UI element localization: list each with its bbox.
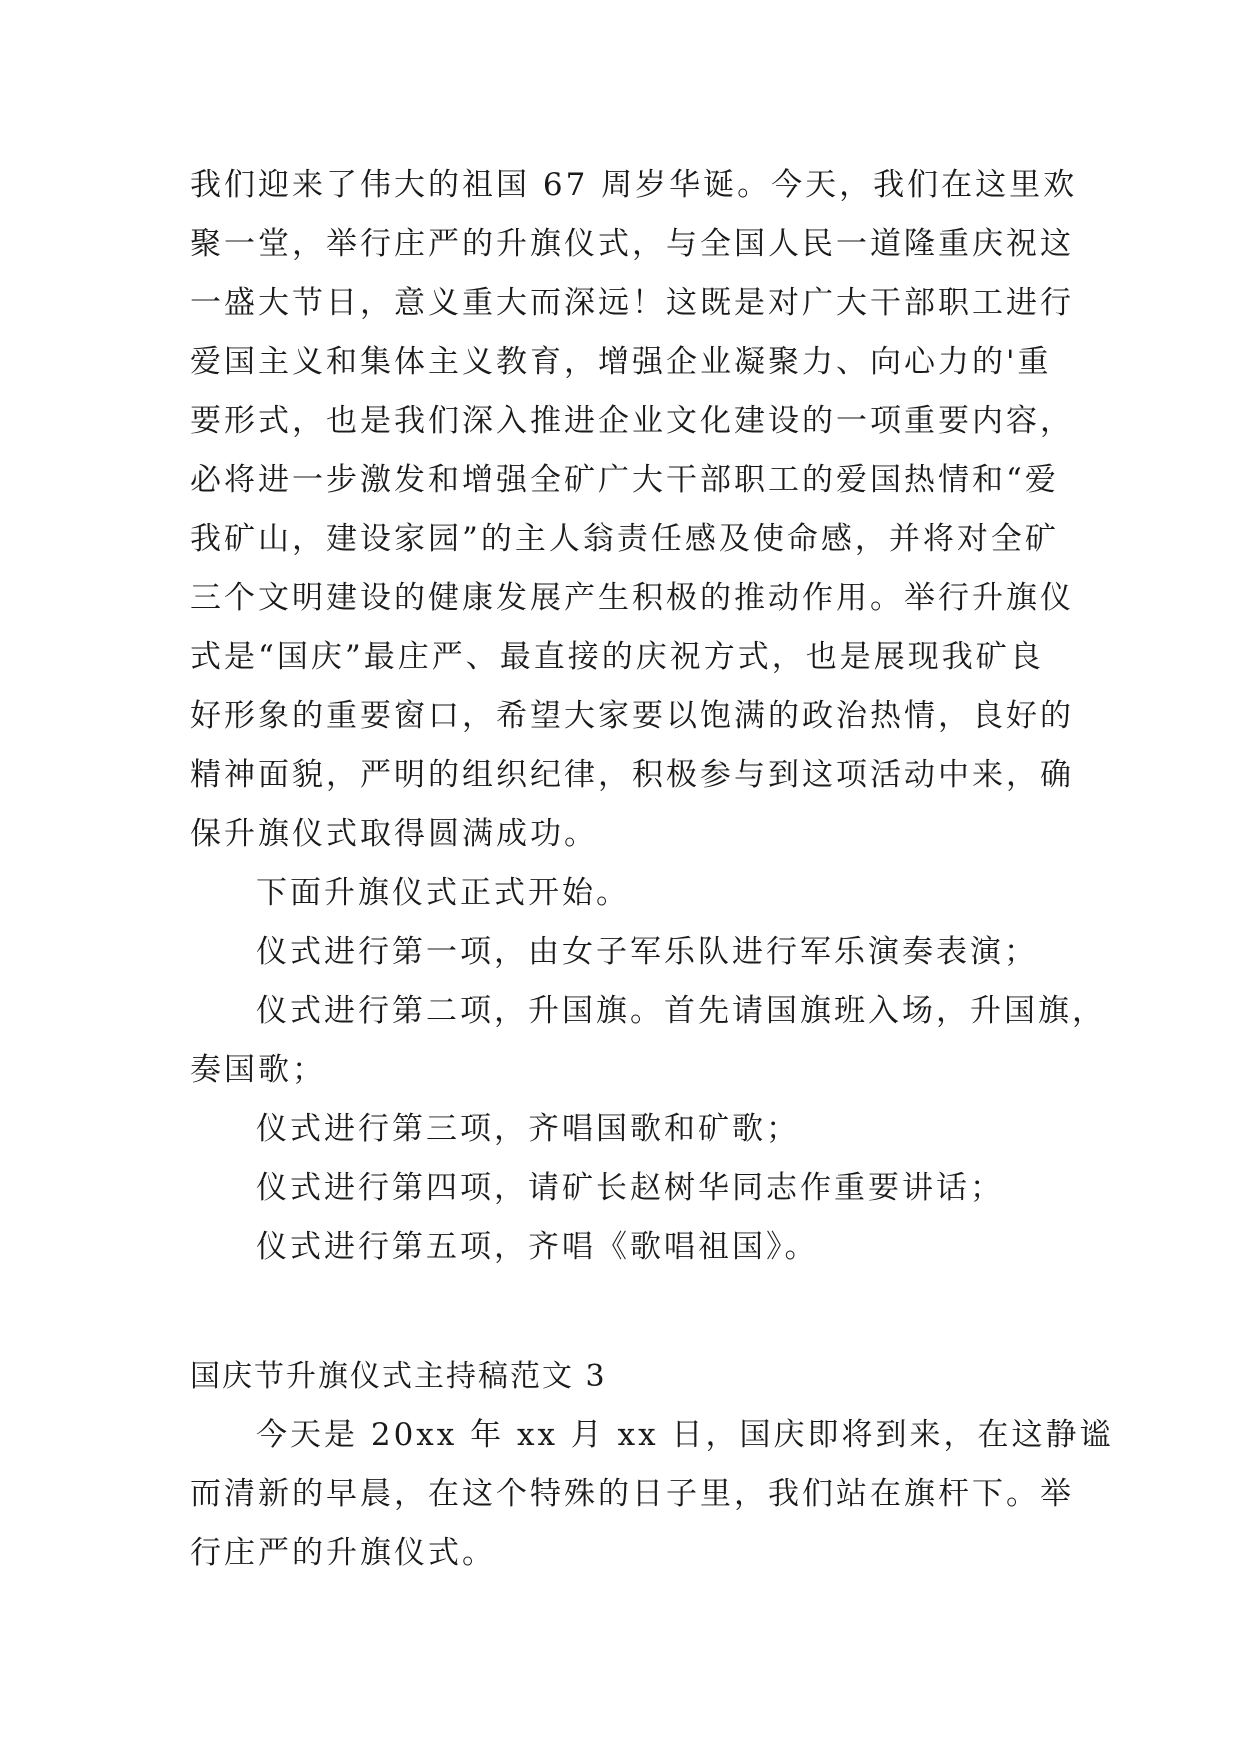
text-line: 我矿山，建设家园”的主人翁责任感及使命感，并将对全矿	[190, 521, 1059, 557]
text-line: 式是“国庆”最庄严、最直接的庆祝方式，也是展现我矿良	[190, 639, 1044, 675]
text-line: 必将进一步激发和增强全矿广大干部职工的爱国热情和“爱	[190, 462, 1059, 498]
text-line: 精神面貌，严明的组织纪律，积极参与到这项活动中来，确	[190, 757, 1074, 793]
text-line: 今天是 20xx 年 xx 月 xx 日，国庆即将到来，在这静谧	[256, 1417, 1114, 1453]
text-line: 一盛大节日，意义重大而深远！这既是对广大干部职工进行	[190, 285, 1074, 321]
text-line: 爱国主义和集体主义教育，增强企业凝聚力、向心力的'重	[190, 344, 1052, 380]
text-line: 三个文明建设的健康发展产生积极的推动作用。举行升旗仪	[190, 580, 1074, 616]
ceremony-start-line: 下面升旗仪式正式开始。	[256, 875, 630, 911]
text-line: 我们迎来了伟大的祖国 67 周岁华诞。今天，我们在这里欢	[190, 167, 1078, 203]
text-line: 好形象的重要窗口，希望大家要以饱满的政治热情，良好的	[190, 698, 1074, 734]
section-spacer	[190, 1277, 1050, 1347]
paragraph-opening	[190, 156, 1078, 864]
text-line: 而清新的早晨，在这个特殊的日子里，我们站在旗杆下。举	[190, 1476, 1074, 1512]
section-title: 国庆节升旗仪式主持稿范文 3	[190, 1359, 607, 1394]
ceremony-item-3: 仪式进行第三项，齐唱国歌和矿歌；	[256, 1111, 800, 1147]
text-line: 要形式，也是我们深入推进企业文化建设的一项重要内容，	[190, 403, 1074, 439]
ceremony-item-5: 仪式进行第五项，齐唱《歌唱祖国》。	[256, 1229, 819, 1265]
document-body	[190, 156, 1114, 1583]
text-line: 保升旗仪式取得圆满成功。	[190, 816, 598, 852]
ceremony-item-4: 仪式进行第四项，请矿长赵树华同志作重要讲话；	[256, 1170, 1004, 1206]
paragraph-section-3	[190, 1406, 1114, 1583]
text-line: 聚一堂，举行庄严的升旗仪式，与全国人民一道隆重庆祝这	[190, 226, 1074, 262]
ceremony-item-2-continuation: 奏国歌；	[190, 1052, 326, 1088]
ceremony-item-1: 仪式进行第一项，由女子军乐队进行军乐演奏表演；	[256, 934, 1038, 970]
text-line: 行庄严的升旗仪式。	[190, 1535, 496, 1571]
ceremony-item-2: 仪式进行第二项，升国旗。首先请国旗班入场，升国旗，	[256, 993, 1106, 1029]
